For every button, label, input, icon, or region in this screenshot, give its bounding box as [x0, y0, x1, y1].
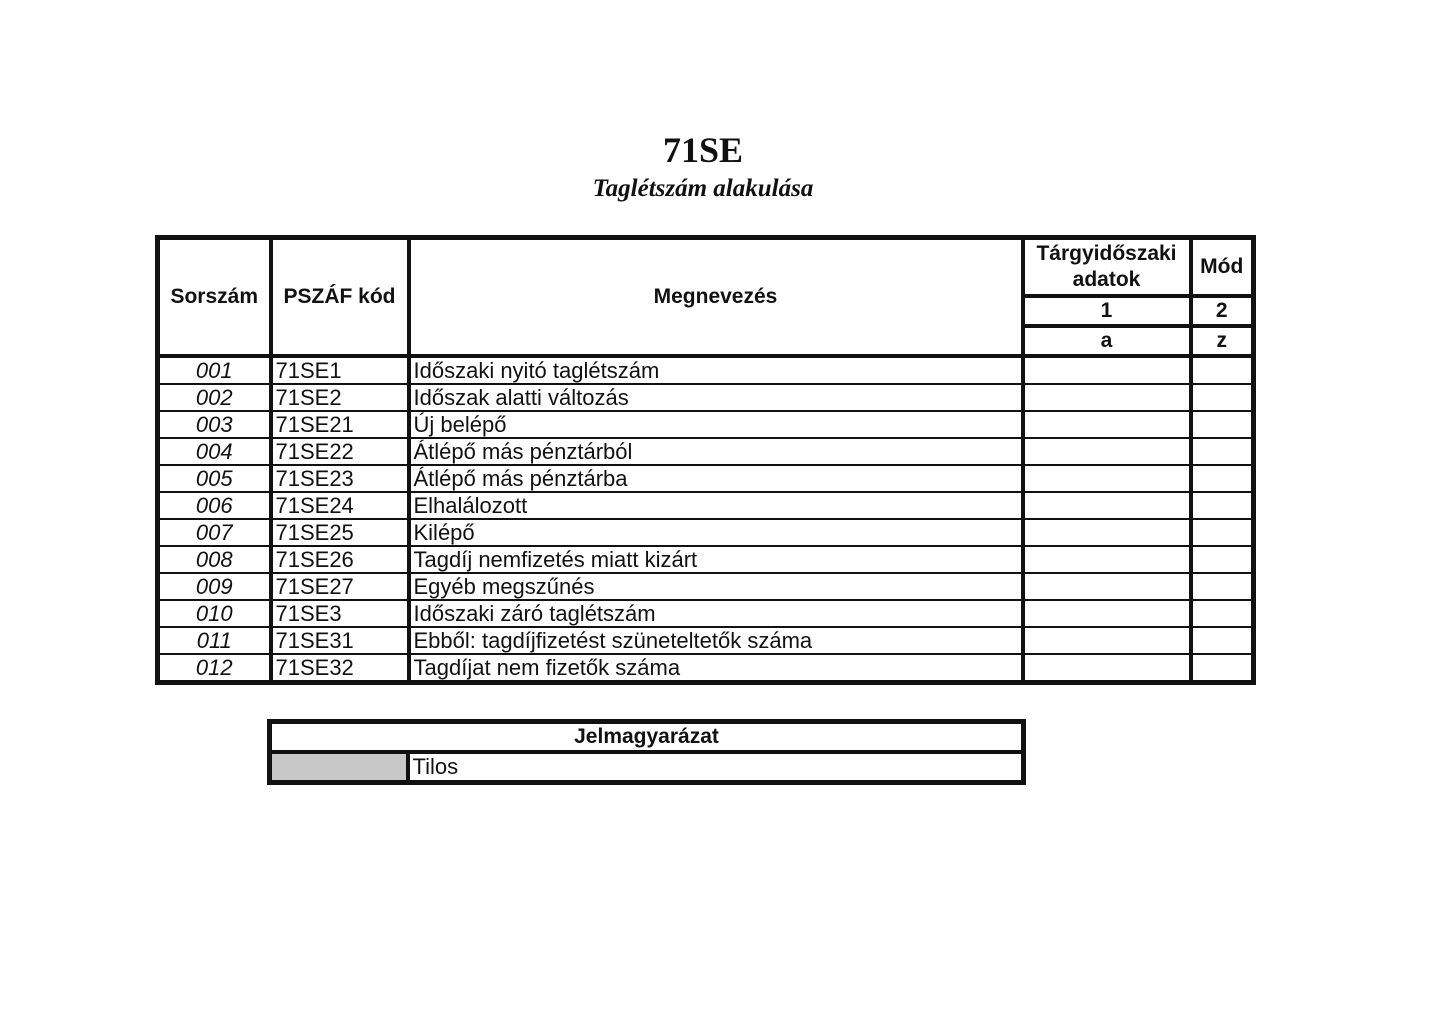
- cell-pszaf-kod: 71SE26: [271, 546, 409, 573]
- cell-megnevezes: Átlépő más pénztárból: [409, 438, 1023, 465]
- cell-megnevezes: Kilépő: [409, 519, 1023, 546]
- cell-sorszam: 006: [158, 492, 271, 519]
- document-subtitle: Taglétszám alakulása: [592, 175, 814, 202]
- cell-pszaf-kod: 71SE1: [271, 356, 409, 384]
- cell-mod: [1191, 600, 1254, 627]
- cell-mod: [1191, 356, 1254, 384]
- header-mod: Mód: [1191, 238, 1254, 297]
- cell-mod: [1191, 465, 1254, 492]
- cell-megnevezes: Tagdíj nemfizetés miatt kizárt: [409, 546, 1023, 573]
- cell-pszaf-kod: 71SE25: [271, 519, 409, 546]
- cell-sorszam: 005: [158, 465, 271, 492]
- cell-megnevezes: Időszaki záró taglétszám: [409, 600, 1023, 627]
- table-row: [158, 438, 1254, 465]
- cell-mod: [1191, 384, 1254, 411]
- cell-adatok: [1023, 356, 1191, 384]
- header-sorszam: Sorszám: [158, 238, 271, 357]
- cell-adatok: [1023, 438, 1191, 465]
- header-row: [158, 238, 1254, 297]
- cell-pszaf-kod: 71SE21: [271, 411, 409, 438]
- cell-mod: [1191, 654, 1254, 683]
- table-row: [158, 492, 1254, 519]
- cell-adatok: [1023, 546, 1191, 573]
- cell-mod: [1191, 492, 1254, 519]
- cell-megnevezes: Ebből: tagdíjfizetést szüneteltetők száma: [409, 627, 1023, 654]
- cell-pszaf-kod: 71SE3: [271, 600, 409, 627]
- cell-mod: [1191, 411, 1254, 438]
- cell-adatok: [1023, 573, 1191, 600]
- header-mod-number: 2: [1191, 296, 1254, 326]
- cell-sorszam: 011: [158, 627, 271, 654]
- cell-sorszam: 004: [158, 438, 271, 465]
- cell-sorszam: 007: [158, 519, 271, 546]
- cell-mod: [1191, 546, 1254, 573]
- cell-megnevezes: Egyéb megszűnés: [409, 573, 1023, 600]
- header-adatok-number: 1: [1023, 296, 1191, 326]
- cell-pszaf-kod: 71SE24: [271, 492, 409, 519]
- cell-pszaf-kod: 71SE22: [271, 438, 409, 465]
- legend-label-tilos: Tilos: [408, 752, 1024, 783]
- cell-sorszam: 003: [158, 411, 271, 438]
- cell-megnevezes: Tagdíjat nem fizetők száma: [409, 654, 1023, 683]
- legend-title: Jelmagyarázat: [270, 722, 1024, 753]
- cell-adatok: [1023, 519, 1191, 546]
- cell-sorszam: 009: [158, 573, 271, 600]
- legend-swatch-tilos: [270, 752, 408, 783]
- cell-mod: [1191, 627, 1254, 654]
- legend-header-row: [270, 722, 1024, 753]
- cell-adatok: [1023, 627, 1191, 654]
- cell-pszaf-kod: 71SE2: [271, 384, 409, 411]
- cell-pszaf-kod: 71SE32: [271, 654, 409, 683]
- cell-pszaf-kod: 71SE23: [271, 465, 409, 492]
- header-mod-code: z: [1191, 326, 1254, 356]
- table-row: [158, 654, 1254, 683]
- cell-megnevezes: Átlépő más pénztárba: [409, 465, 1023, 492]
- cell-megnevezes: Új belépő: [409, 411, 1023, 438]
- cell-megnevezes: Időszaki nyitó taglétszám: [409, 356, 1023, 384]
- cell-sorszam: 001: [158, 356, 271, 384]
- table-row: [158, 519, 1254, 546]
- cell-megnevezes: Időszak alatti változás: [409, 384, 1023, 411]
- table-row: [158, 384, 1254, 411]
- cell-megnevezes: Elhalálozott: [409, 492, 1023, 519]
- cell-sorszam: 010: [158, 600, 271, 627]
- cell-adatok: [1023, 654, 1191, 683]
- cell-pszaf-kod: 71SE31: [271, 627, 409, 654]
- cell-sorszam: 012: [158, 654, 271, 683]
- cell-adatok: [1023, 600, 1191, 627]
- cell-sorszam: 002: [158, 384, 271, 411]
- cell-pszaf-kod: 71SE27: [271, 573, 409, 600]
- table-row: [158, 411, 1254, 438]
- document-title: 71SE: [662, 130, 744, 170]
- legend-item: [270, 752, 1024, 783]
- header-megnevezes: Megnevezés: [409, 238, 1023, 357]
- cell-adatok: [1023, 492, 1191, 519]
- cell-mod: [1191, 573, 1254, 600]
- cell-mod: [1191, 438, 1254, 465]
- table-row: [158, 465, 1254, 492]
- header-adatok-code: a: [1023, 326, 1191, 356]
- main-data-table: [155, 235, 1256, 685]
- legend-table: [267, 719, 1026, 785]
- cell-adatok: [1023, 411, 1191, 438]
- table-row: [158, 546, 1254, 573]
- table-row: [158, 627, 1254, 654]
- cell-adatok: [1023, 384, 1191, 411]
- table-row: [158, 600, 1254, 627]
- table-row: [158, 356, 1254, 384]
- cell-sorszam: 008: [158, 546, 271, 573]
- header-targyidoszaki-adatok: Tárgyidőszaki adatok: [1023, 238, 1191, 297]
- table-row: [158, 573, 1254, 600]
- cell-mod: [1191, 519, 1254, 546]
- header-pszaf-kod: PSZÁF kód: [271, 238, 409, 357]
- cell-adatok: [1023, 465, 1191, 492]
